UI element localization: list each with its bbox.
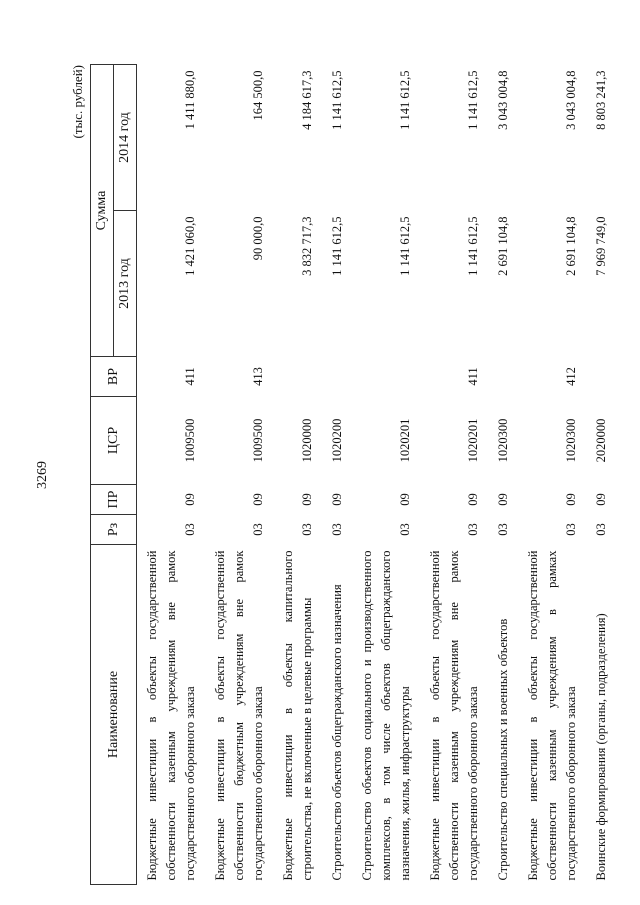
row-pr: 09 xyxy=(330,493,344,506)
header-sum: Сумма xyxy=(91,65,114,357)
row-rz: 03 xyxy=(564,523,578,536)
budget-table xyxy=(90,64,620,885)
row-rz: 03 xyxy=(251,523,265,536)
row-pr: 09 xyxy=(398,493,412,506)
header-2014: 2014 год xyxy=(114,65,137,211)
row-pr: 09 xyxy=(564,493,578,506)
row-sum-2014: 164 500,0 xyxy=(251,70,265,121)
row-sum-2013: 1 141 612,5 xyxy=(398,216,412,276)
table-row xyxy=(590,65,620,885)
row-sum-2014: 8 803 241,3 xyxy=(594,70,608,130)
row-sum-2013: 1 421 060,0 xyxy=(183,216,197,276)
rotated-page xyxy=(35,65,608,885)
row-name: Воинские формирования (органы, подразделения) xyxy=(594,613,608,881)
row-name: Бюджетные инвестиции в объекты государственной собственности казенным учреждениям вне рамок государственного оборонного заказа xyxy=(428,550,480,881)
row-sum-2014: 4 184 617,3 xyxy=(300,70,314,130)
row-sum-2014: 3 043 004,8 xyxy=(496,70,510,130)
table-row xyxy=(277,65,326,885)
table-row xyxy=(137,65,210,885)
row-csr: 2020000 xyxy=(594,418,608,463)
row-sum-2013: 90 000,0 xyxy=(251,216,265,261)
row-rz: 03 xyxy=(398,523,412,536)
row-name: Бюджетные инвестиции в объекты государственной собственности казенным учреждениям вне рамок государственного оборонного заказа xyxy=(145,550,197,881)
row-vr xyxy=(492,357,522,397)
header-pr: ПР xyxy=(91,485,137,515)
row-csr: 1020000 xyxy=(300,418,314,463)
header-2013: 2013 год xyxy=(114,211,137,357)
row-sum-2013: 2 691 104,8 xyxy=(496,216,510,276)
unit-note: (тыс. рублей) xyxy=(70,65,85,139)
row-name: Строительство специальных и военных объектов xyxy=(496,618,510,881)
row-csr: 1020201 xyxy=(466,418,480,463)
row-vr xyxy=(590,357,620,397)
header-rz: Рз xyxy=(91,515,137,545)
header-csr: ЦСР xyxy=(91,397,137,485)
row-vr xyxy=(326,357,356,397)
row-rz: 03 xyxy=(594,523,608,536)
row-sum-2013: 2 691 104,8 xyxy=(564,216,578,276)
row-sum-2014: 1 141 612,5 xyxy=(330,70,344,130)
row-name: Бюджетные инвестиции в объекты государственной собственности бюджетным учреждениям вне рамок государственного оборонного заказа xyxy=(213,550,265,881)
row-rz: 03 xyxy=(183,523,197,536)
row-pr: 09 xyxy=(466,493,480,506)
row-vr xyxy=(277,357,326,397)
row-pr: 09 xyxy=(496,493,510,506)
table-row xyxy=(326,65,356,885)
row-vr: 412 xyxy=(564,367,578,386)
row-csr: 1009500 xyxy=(183,418,197,463)
row-csr: 1020201 xyxy=(398,418,412,463)
row-name: Бюджетные инвестиции в объекты капитального строительства, не включенные в целевые программы xyxy=(281,550,314,881)
row-pr: 09 xyxy=(183,493,197,506)
row-csr: 1009500 xyxy=(251,418,265,463)
row-sum-2013: 1 141 612,5 xyxy=(330,216,344,276)
table-row xyxy=(356,65,424,885)
row-rz: 03 xyxy=(496,523,510,536)
row-vr: 411 xyxy=(466,367,480,386)
row-sum-2014: 1 411 880,0 xyxy=(183,70,197,130)
header-name: Наименование xyxy=(91,545,137,885)
header-vr: ВР xyxy=(91,357,137,397)
row-vr: 413 xyxy=(251,367,265,386)
table-row xyxy=(492,65,522,885)
row-sum-2014: 3 043 004,8 xyxy=(564,70,578,130)
table-row xyxy=(209,65,277,885)
table-row xyxy=(522,65,590,885)
row-csr: 1020300 xyxy=(496,418,510,463)
row-name: Строительство объектов социального и производственного комплексов, в том числе объектов общегражданского назначения, жилья, инфраструктуры xyxy=(360,550,412,881)
row-sum-2013: 1 141 612,5 xyxy=(466,216,480,276)
row-csr: 1020200 xyxy=(330,418,344,463)
row-csr: 1020300 xyxy=(564,418,578,463)
row-name: Строительство объектов общегражданского назначения xyxy=(330,584,344,881)
row-pr: 09 xyxy=(251,493,265,506)
row-rz: 03 xyxy=(300,523,314,536)
row-rz: 03 xyxy=(466,523,480,536)
row-sum-2013: 3 832 717,3 xyxy=(300,216,314,276)
row-sum-2014: 1 141 612,5 xyxy=(398,70,412,130)
page-number: 3269 xyxy=(35,461,50,489)
row-pr: 09 xyxy=(300,493,314,506)
row-vr xyxy=(356,357,424,397)
table-row xyxy=(424,65,492,885)
row-pr: 09 xyxy=(594,493,608,506)
row-name: Бюджетные инвестиции в объекты государственной собственности казенным учреждениям в рамках государственного оборонного заказа xyxy=(526,550,578,881)
row-sum-2013: 7 969 749,0 xyxy=(594,216,608,276)
row-sum-2014: 1 141 612,5 xyxy=(466,70,480,130)
row-vr: 411 xyxy=(183,367,197,386)
row-rz: 03 xyxy=(330,523,344,536)
